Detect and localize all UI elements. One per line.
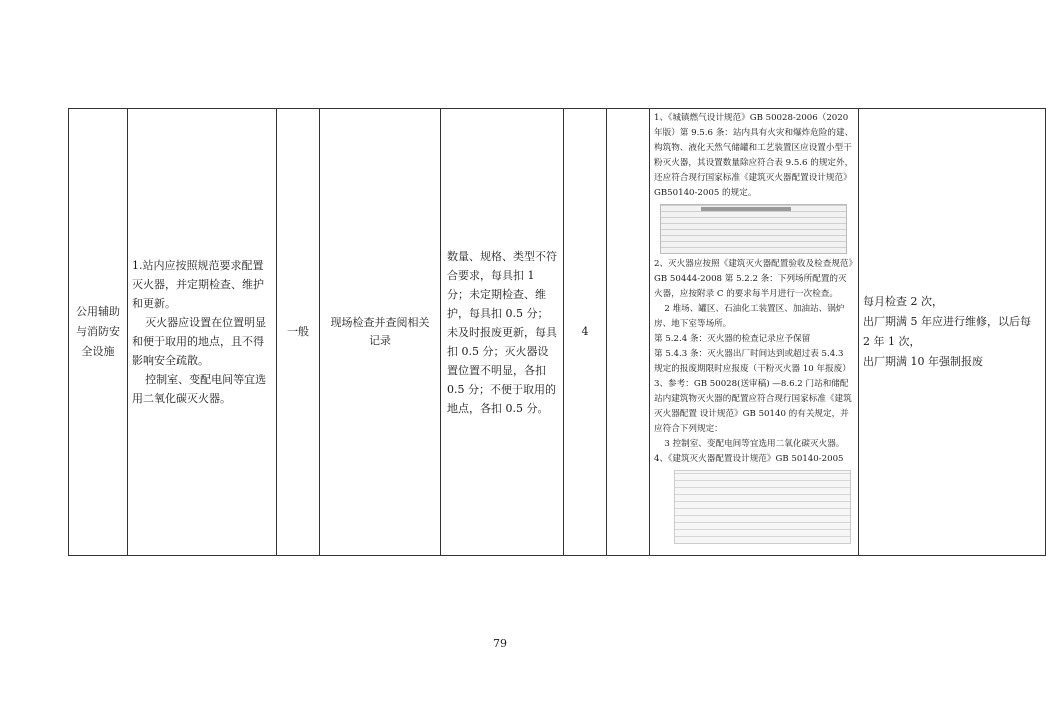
scoring-cell xyxy=(441,109,564,556)
inspection-table xyxy=(68,108,1046,556)
standard-excerpt-image-icon xyxy=(674,470,851,544)
category-cell xyxy=(69,109,128,556)
points-text: 4 xyxy=(581,325,589,338)
basis-item-6: 3、参考：GB 50028(送审稿) —8.6.2 门站和储配站内建筑物灭火器的配置应符合现行国家标准《建筑灭火器配置 设计规范》GB 50140 的有关规定，并应符合下列规定： xyxy=(654,379,852,434)
table-image-icon xyxy=(660,204,847,254)
empty-cell xyxy=(607,109,650,556)
level-text: 一般 xyxy=(287,325,309,338)
basis-cell xyxy=(650,109,859,556)
method-text: 现场检查并查阅相关记录 xyxy=(330,316,430,347)
basis-item-5: 第 5.4.3 条：灭火器出厂时间达到或超过表 5.4.3 规定的报废期限时应报废（干粉灭火器 10 年报废） xyxy=(654,349,851,374)
points-cell xyxy=(564,109,607,556)
notes-cell xyxy=(859,109,1046,556)
scoring-text: 数量、规格、类型不符合要求，每具扣 1 分；未定期检查、维护，每具扣 0.5 分；未及时报废更新，每具扣 0.5 分；灭火器设置位置不明显，各扣 0.5 分；不便于取用的地点，各扣 0.5 分。 xyxy=(447,249,557,415)
basis-item-2: 2、灭火器应按照《建筑灭火器配置验收及检查规范》GB 50444-2008 第 5.2.2 条：下列场所配置的灭火器，应按附录 C 的要求每半月进行一次检查。 xyxy=(654,259,853,299)
requirement-p1: 1.站内应按照规范要求配置灭火器，并定期检查、维护和更新。 xyxy=(132,259,264,310)
basis-item-4: 第 5.2.4 条：灭火器的检查记录应予保留 xyxy=(654,334,811,344)
page-number: 79 xyxy=(493,637,507,650)
requirement-p3: 控制室、变配电间等宜选用二氧化碳灭火器。 xyxy=(132,373,267,405)
requirement-p2: 灭火器应设置在位置明显和便于取用的地点，且不得影响安全疏散。 xyxy=(132,316,267,367)
basis-item-1: 1、《城镇燃气设计规范》GB 50028-2006（2020年版）第 9.5.6 条：站内具有火灾和爆炸危险的建、构筑物、液化天然气储罐和工艺装置区应设置小型干粉灭火器，其设置数量除应符合表 9.5.6 的规定外，还应符合现行国家标准《建筑灭火器配置设计规范》GB50140-2005 的规定。 xyxy=(654,113,854,198)
level-cell xyxy=(277,109,320,556)
requirement-cell xyxy=(128,109,277,556)
basis-item-3: 2 堆场、罐区、石油化工装置区、加油站、锅炉房、地下室等场所。 xyxy=(654,304,845,329)
notes-line-3: 出厂期满 10 年强制报废 xyxy=(863,355,983,368)
notes-line-1: 每月检查 2 次， xyxy=(863,295,943,308)
method-cell xyxy=(320,109,441,556)
table-row xyxy=(69,109,1046,556)
basis-item-8: 4、《建筑灭火器配置设计规范》GB 50140-2005 xyxy=(654,454,844,464)
category-text: 公用辅助与消防安全设施 xyxy=(76,305,120,358)
notes-line-2: 出厂期满 5 年应进行维修，以后每 2 年 1 次， xyxy=(863,315,1031,348)
basis-item-7: 3 控制室、变配电间等宜选用二氧化碳灭火器。 xyxy=(664,439,845,449)
